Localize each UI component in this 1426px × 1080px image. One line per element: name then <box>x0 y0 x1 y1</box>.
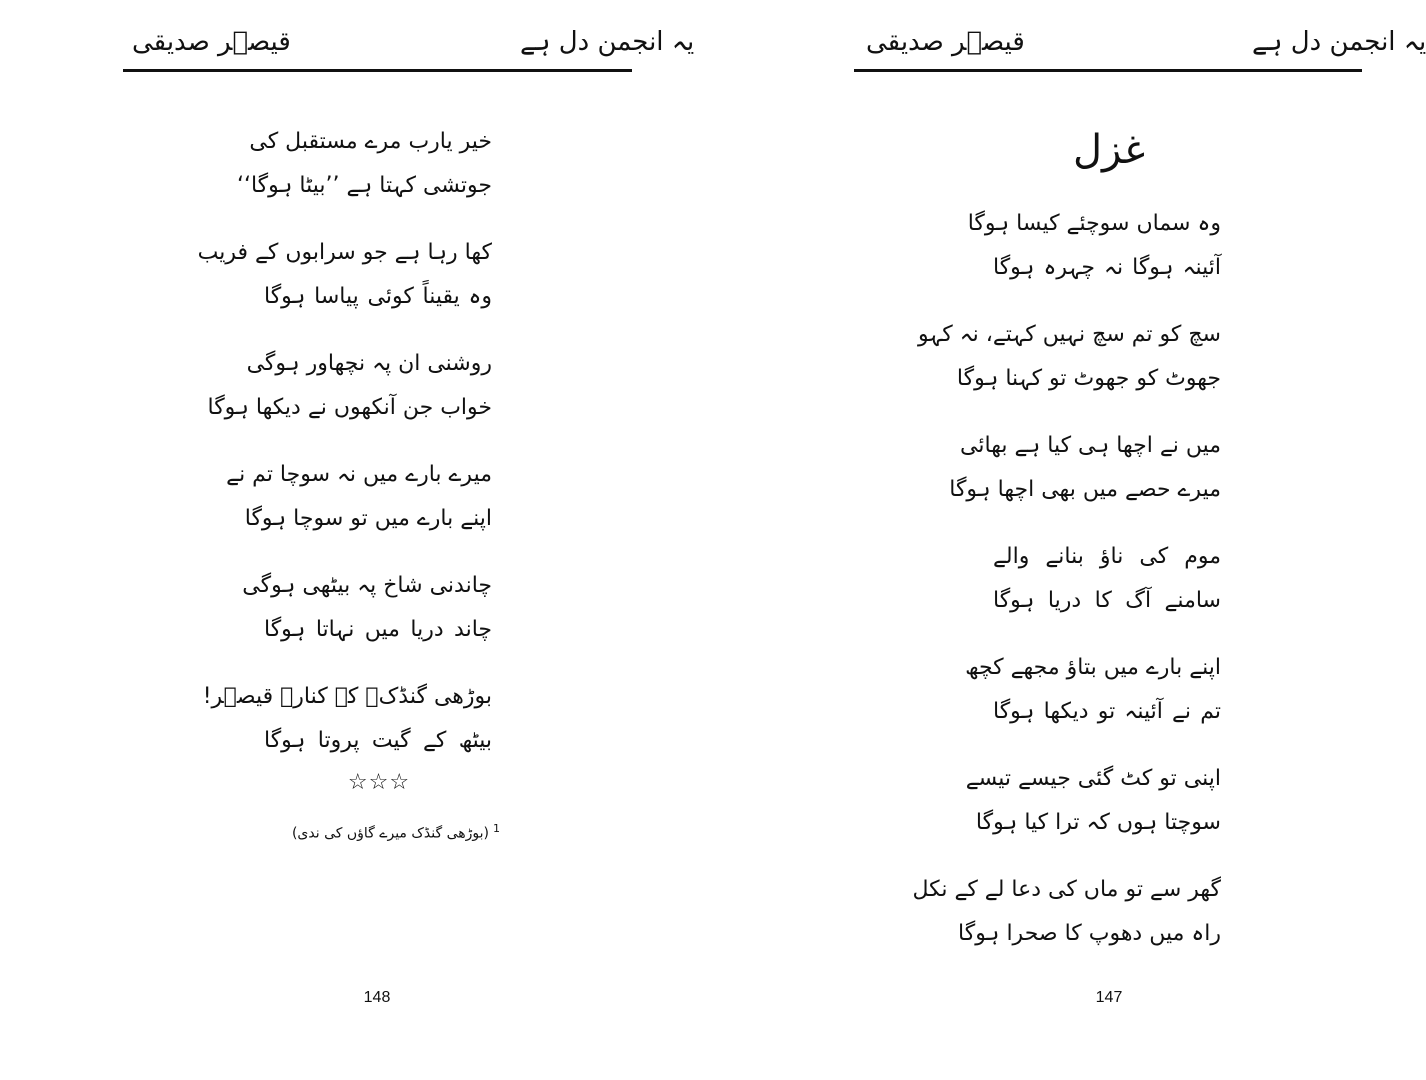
poem-title: غزل <box>1072 127 1145 173</box>
running-header-title: یہ انجمن دل ہے <box>1252 27 1426 57</box>
verse-line: جوتشی کہتا ہے ’’بیٹا ہوگا‘‘ <box>236 173 492 198</box>
verse-line: وہ یقیناً کوئی پیاسا ہوگا <box>264 284 492 309</box>
footnote-marker: 1 <box>493 822 500 835</box>
couplet <box>965 646 1221 757</box>
verse-line: جھوٹ کو جھوٹ تو کہنا ہوگا <box>956 366 1221 391</box>
verse-line: گھر سے تو ماں کی دعا لے کے نکل <box>912 877 1221 902</box>
running-header-author: قیصؔر صدیقی <box>132 27 291 57</box>
verse-line: سچ کو تم سچ نہیں کہتے، نہ کہو <box>918 322 1221 347</box>
footnote-text: (بوڑھی گنڈک میرے گاؤں کی ندی) <box>291 825 489 842</box>
verse-line: میرے حصے میں بھی اچھا ہوگا <box>949 477 1221 502</box>
verse-line: وہ سماں سوچئے کیسا ہوگا <box>967 211 1221 236</box>
header-rule <box>854 69 1362 72</box>
couplet <box>993 535 1221 646</box>
left-ghazal-couplets <box>197 120 492 786</box>
verse-line: سامنے آگ کا دریا ہوگا <box>993 588 1221 613</box>
couplet <box>236 120 492 231</box>
verse-line: اپنے بارے میں تو سوچا ہوگا <box>244 506 492 531</box>
verse-line: سوچتا ہوں کہ ترا کیا ہوگا <box>975 810 1221 835</box>
verse-line: تم نے آئینہ تو دیکھا ہوگا <box>993 699 1221 724</box>
verse-line: روشنی ان پہ نچھاور ہوگی <box>246 351 492 376</box>
verse-line: بوڑھی گنڈکؔ کے کنارے قیصؔر! <box>202 684 492 709</box>
couplet <box>207 342 492 453</box>
verse-line: خیر یارب مرے مستقبل کی <box>249 129 492 154</box>
couplet <box>967 202 1221 313</box>
verse-line: کھا رہا ہے جو سرابوں کے فریب <box>197 240 492 265</box>
couplet <box>226 453 492 564</box>
verse-line: چاند دریا میں نہاتا ہوگا <box>264 617 492 642</box>
couplet <box>242 564 492 675</box>
left-page <box>0 0 700 1080</box>
verse-line: اپنی تو کٹ گئی جیسے تیسے <box>965 766 1221 791</box>
header-rule <box>123 69 632 72</box>
running-header-title: یہ انجمن دل ہے <box>520 27 695 57</box>
verse-line: میرے بارے میں نہ سوچا تم نے <box>226 462 492 487</box>
verse-line: میں نے اچھا ہی کیا ہے بھائی <box>960 433 1221 458</box>
couplet <box>965 757 1221 868</box>
verse-line: راہ میں دھوپ کا صحرا ہوگا <box>958 921 1221 946</box>
couplet <box>197 231 492 342</box>
page-number: 148 <box>363 989 391 1006</box>
verse-line: موم کی ناؤ بنانے والے <box>993 544 1221 569</box>
right-ghazal-couplets <box>912 202 1221 979</box>
page-number: 147 <box>1095 989 1123 1006</box>
section-end-stars: ☆☆☆ <box>347 770 411 795</box>
couplet <box>949 424 1221 535</box>
verse-line: آئینہ ہوگا نہ چہرہ ہوگا <box>993 255 1221 280</box>
verse-line: چاندنی شاخ پہ بیٹھی ہوگی <box>242 573 492 598</box>
verse-line: بیٹھ کے گیت پروتا ہوگا <box>264 728 492 753</box>
couplet <box>918 313 1221 424</box>
verse-line: خواب جن آنکھوں نے دیکھا ہوگا <box>207 395 492 420</box>
running-header-author: قیصؔر صدیقی <box>866 27 1025 57</box>
verse-line: اپنے بارے میں بتاؤ مجھے کچھ <box>965 655 1221 680</box>
couplet <box>912 868 1221 979</box>
footnote <box>291 816 500 847</box>
